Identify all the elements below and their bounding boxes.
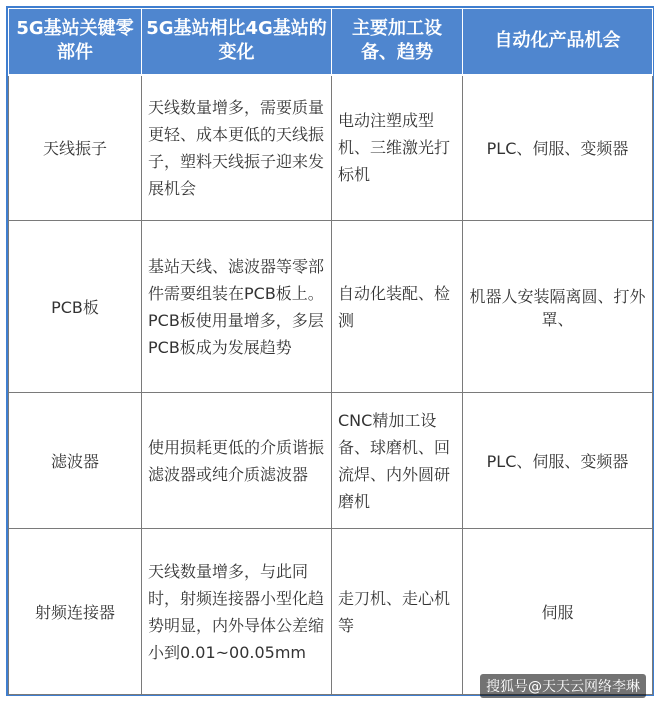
cell-change: 使用损耗更低的介质谐振滤波器或纯介质滤波器	[142, 393, 332, 529]
header-processing-equipment: 主要加工设备、趋势	[332, 9, 463, 75]
table-row	[9, 393, 653, 529]
header-changes-vs-4g: 5G基站相比4G基站的变化	[142, 9, 332, 75]
comparison-table	[8, 8, 653, 695]
cell-opportunity: 伺服	[463, 529, 653, 695]
header-key-components: 5G基站关键零部件	[9, 9, 142, 75]
cell-equipment: 自动化装配、检测	[332, 221, 463, 393]
cell-opportunity: PLC、伺服、变频器	[463, 75, 653, 221]
comparison-table-frame	[6, 6, 654, 696]
header-row	[9, 9, 653, 75]
cell-part: 射频连接器	[9, 529, 142, 695]
cell-part: 滤波器	[9, 393, 142, 529]
cell-equipment: CNC精加工设备、球磨机、回流焊、内外圆研磨机	[332, 393, 463, 529]
table-row	[9, 529, 653, 695]
source-watermark: 搜狐号@天天云网络李琳	[480, 674, 646, 698]
cell-equipment: 电动注塑成型机、三维激光打标机	[332, 75, 463, 221]
table-row	[9, 75, 653, 221]
cell-equipment: 走刀机、走心机等	[332, 529, 463, 695]
cell-change: 天线数量增多，需要质量更轻、成本更低的天线振子，塑料天线振子迎来发展机会	[142, 75, 332, 221]
header-automation-opportunity: 自动化产品机会	[463, 9, 653, 75]
cell-part: 天线振子	[9, 75, 142, 221]
table-row	[9, 221, 653, 393]
cell-opportunity: 机器人安装隔离圆、打外罩、	[463, 221, 653, 393]
cell-change: 基站天线、滤波器等零部件需要组装在PCB板上。PCB板使用量增多，多层PCB板成为发展趋势	[142, 221, 332, 393]
cell-opportunity: PLC、伺服、变频器	[463, 393, 653, 529]
cell-part: PCB板	[9, 221, 142, 393]
cell-change: 天线数量增多，与此同时，射频连接器小型化趋势明显，内外导体公差缩小到0.01~00.05mm	[142, 529, 332, 695]
